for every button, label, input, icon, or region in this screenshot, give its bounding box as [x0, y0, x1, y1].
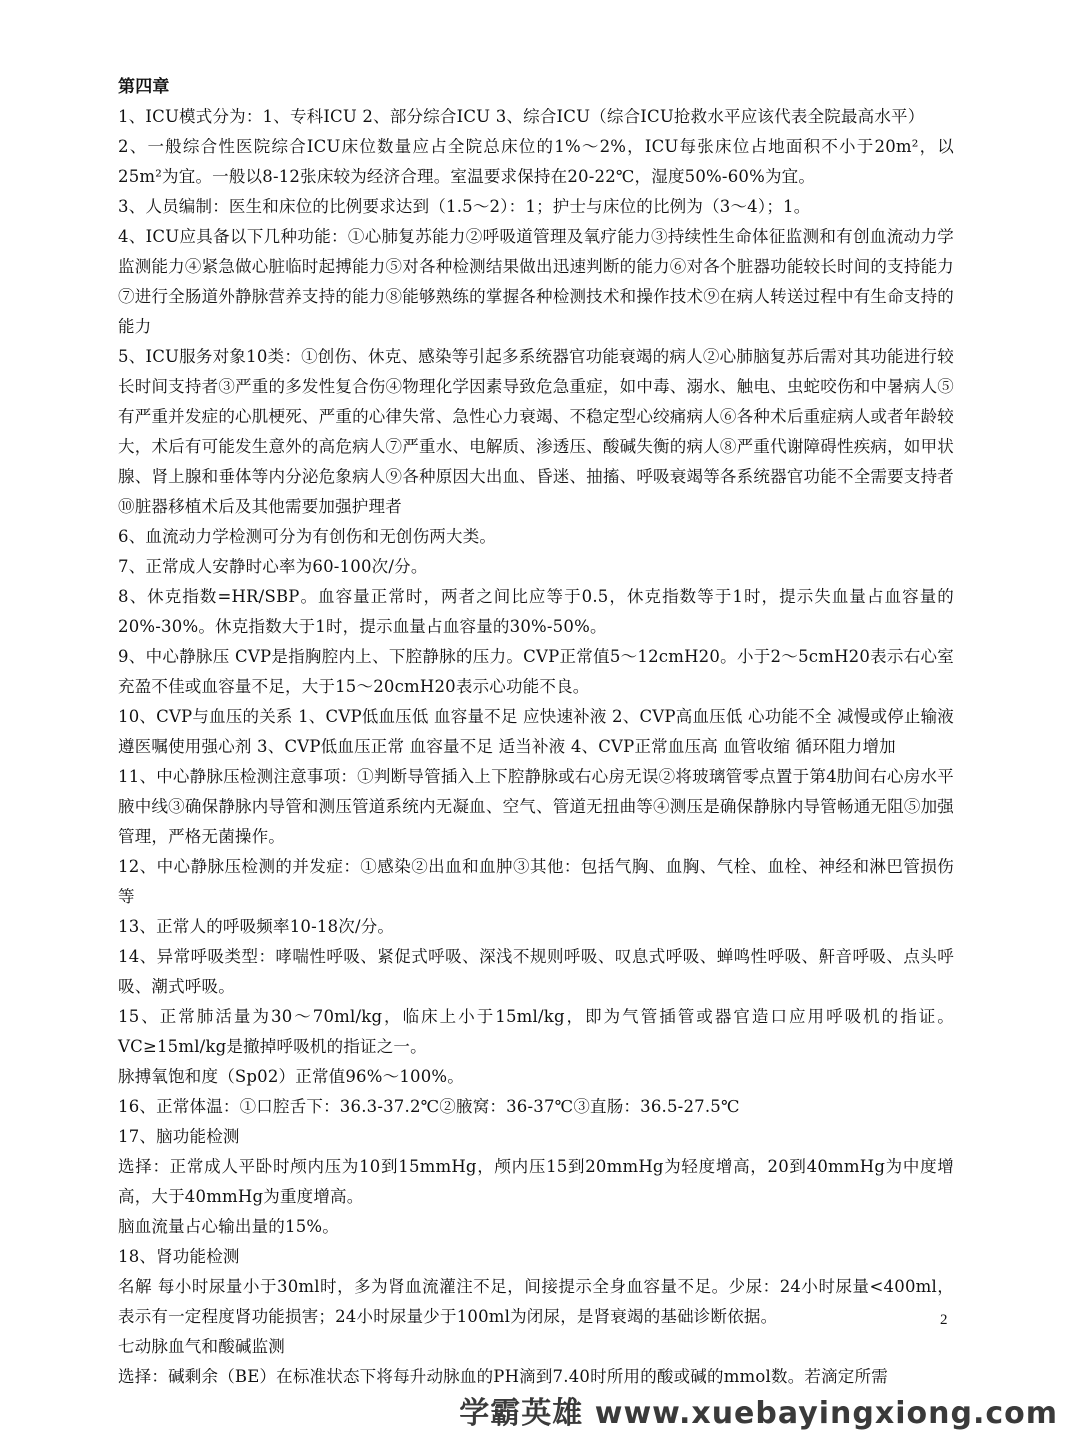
paragraph: 6、血流动力学检测可分为有创伤和无创伤两大类。 [118, 527, 497, 546]
paragraph: 8、休克指数=HR/SBP。血容量正常时，两者之间比应等于0.5，休克指数等于1时，提示失血量占血容量的20%-30%。休克指数大于1时，提示血量占血容量的30%-50%。 [118, 587, 954, 636]
page-number: 2 [940, 1312, 948, 1328]
chapter-title: 第四章 [118, 77, 170, 97]
section-heading: 七动脉血气和酸碱监测 [118, 1337, 285, 1356]
paragraph: 12、中心静脉压检测的并发症：①感染②出血和血肿③其他：包括气胸、血胸、气栓、血栓、神经和淋巴管损伤等 [118, 857, 954, 906]
paragraph: 1、ICU模式分为：1、专科ICU 2、部分综合ICU 3、综合ICU（综合ICU抢救水平应该代表全院最高水平） [118, 107, 925, 126]
paragraph: 选择：正常成人平卧时颅内压为10到15mmHg，颅内压15到20mmHg为轻度增高，20到40mmHg为中度增高，大于40mmHg为重度增高。 [118, 1157, 954, 1206]
paragraph: 11、中心静脉压检测注意事项：①判断导管插入上下腔静脉或右心房无误②将玻璃管零点置于第4肋间右心房水平腋中线③确保静脉内导管和测压管道系统内无凝血、空气、管道无扭曲等④测压是确保静脉内导管畅通无阻⑤加强管理，严格无菌操作。 [118, 767, 954, 846]
paragraph: 5、ICU服务对象10类：①创伤、休克、感染等引起多系统器官功能衰竭的病人②心肺脑复苏后需对其功能进行较长时间支持者③严重的多发性复合伤④物理化学因素导致危急重症，如中毒、溺水、触电、虫蛇咬伤和中暑病人⑤有严重并发症的心肌梗死、严重的心律失常、急性心力衰竭、不稳定型心绞痛病人⑥各种术后重症病人或者年龄较大，术后有可能发生意外的高危病人⑦严重水、电解质、渗透压、酸碱失衡的病人⑧严重代谢障碍性疾病，如甲状腺、肾上腺和垂体等内分泌危象病人⑨各种原因大出血、昏迷、抽搐、呼吸衰竭等各系统器官功能不全需要支持者⑩脏器移植术后及其他需要加强护理者 [118, 347, 954, 516]
paragraph: 7、正常成人安静时心率为60-100次/分。 [118, 557, 428, 576]
paragraph: 14、异常呼吸类型：哮喘性呼吸、紧促式呼吸、深浅不规则呼吸、叹息式呼吸、蝉鸣性呼吸、鼾音呼吸、点头呼吸、潮式呼吸。 [118, 947, 954, 996]
paragraph: 15、正常肺活量为30～70ml/kg，临床上小于15ml/kg，即为气管插管或器官造口应用呼吸机的指证。VC≥15ml/kg是撤掉呼吸机的指证之一。 [118, 1007, 954, 1056]
section-heading: 18、肾功能检测 [118, 1247, 240, 1266]
paragraph: 13、正常人的呼吸频率10-18次/分。 [118, 917, 395, 936]
paragraph: 名解 每小时尿量小于30ml时，多为肾血流灌注不足，间接提示全身血容量不足。少尿：24小时尿量<400ml，表示有一定程度肾功能损害；24小时尿量少于100ml为闭尿，是肾衰竭的基础诊断依据。 [118, 1277, 954, 1326]
paragraph: 9、中心静脉压 CVP是指胸腔内上、下腔静脉的压力。CVP正常值5～12cmH20。小于2～5cmH20表示右心室充盈不佳或血容量不足，大于15～20cmH20表示心功能不良。 [118, 647, 954, 696]
paragraph: 脉搏氧饱和度（Sp02）正常值96%～100%。 [118, 1067, 465, 1086]
section-heading: 17、脑功能检测 [118, 1127, 240, 1146]
document-body [118, 72, 954, 1392]
paragraph: 脑血流量占心输出量的15%。 [118, 1217, 339, 1236]
paragraph: 选择：碱剩余（BE）在标准状态下将每升动脉血的PH滴到7.40时所用的酸或碱的mmol数。若滴定所需 [118, 1367, 888, 1386]
watermark-text: 学霸英雄 www.xuebayingxiong.com [459, 1396, 1058, 1431]
paragraph: 2、一般综合性医院综合ICU床位数量应占全院总床位的1%～2%，ICU每张床位占地面积不小于20m²，以25m²为宜。一般以8-12张床较为经济合理。室温要求保持在20-22℃，湿度50%-60%为宜。 [118, 137, 954, 186]
paragraph: 10、CVP与血压的关系 1、CVP低血压低 血容量不足 应快速补液 2、CVP高血压低 心功能不全 减慢或停止输液 遵医嘱使用强心剂 3、CVP低血压正常 血容量不足 适当补液 4、CVP正常血压高 血管收缩 循环阻力增加 [118, 707, 954, 756]
paragraph: 16、正常体温：①口腔舌下：36.3-37.2℃②腋窝：36-37℃③直肠：36.5-27.5℃ [118, 1097, 740, 1116]
paragraph: 3、人员编制：医生和床位的比例要求达到（1.5～2）：1；护士与床位的比例为（3～4）；1。 [118, 197, 811, 216]
paragraph: 4、ICU应具备以下几种功能：①心肺复苏能力②呼吸道管理及氧疗能力③持续性生命体征监测和有创血流动力学监测能力④紧急做心脏临时起搏能力⑤对各种检测结果做出迅速判断的能力⑥对各个脏器功能较长时间的支持能力⑦进行全肠道外静脉营养支持的能力⑧能够熟练的掌握各种检测技术和操作技术⑨在病人转送过程中有生命支持的能力 [118, 227, 954, 336]
